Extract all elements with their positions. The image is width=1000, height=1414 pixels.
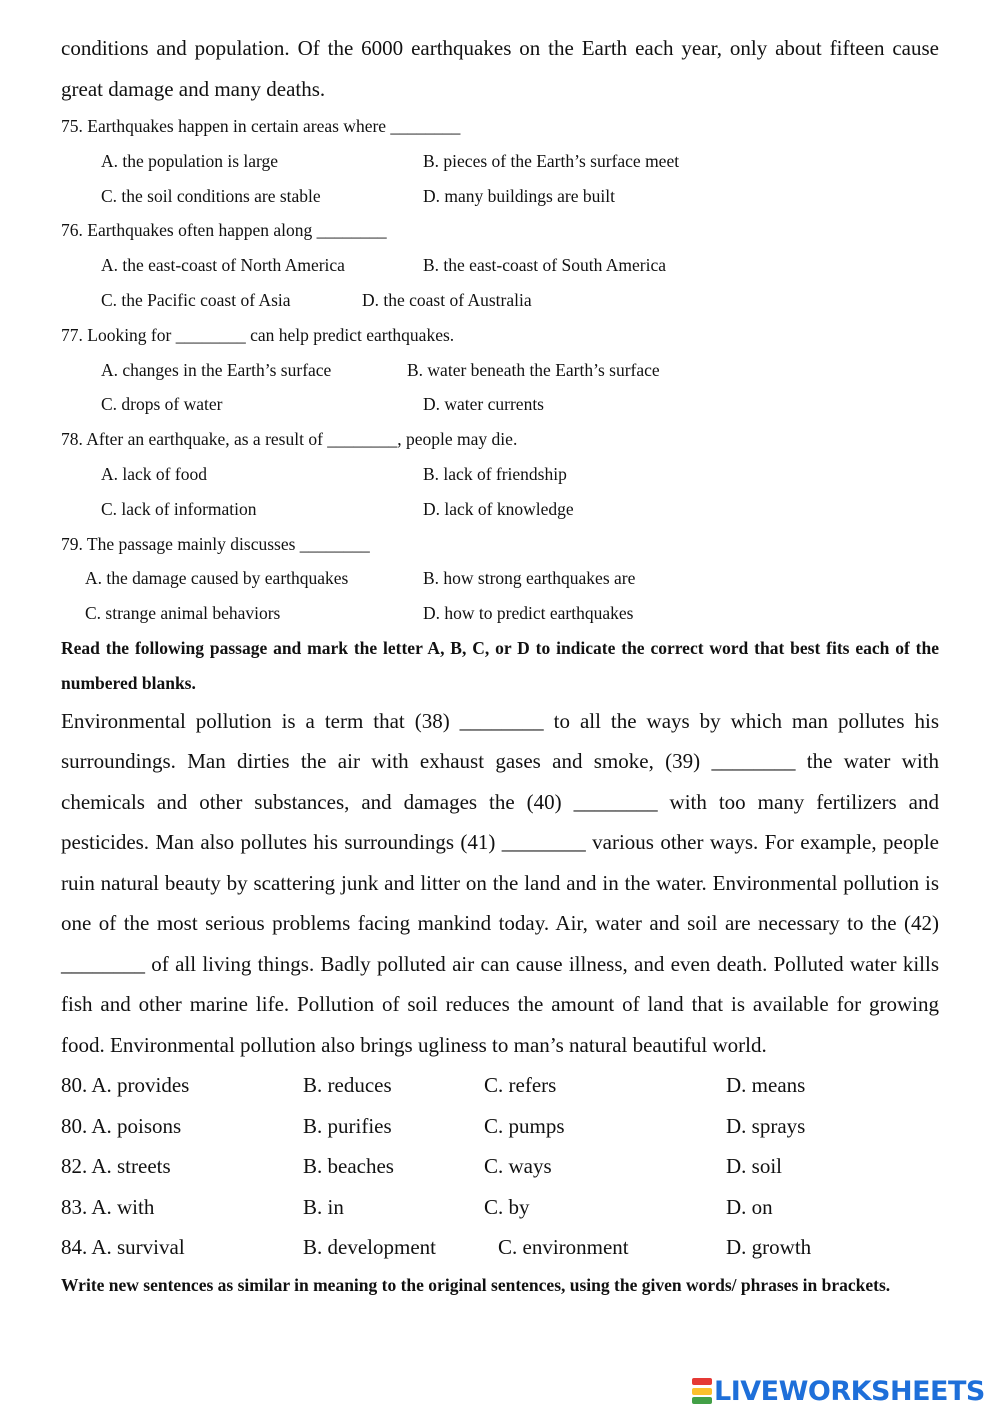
a80-option-d[interactable]: D. means	[726, 1073, 806, 1098]
question-78-options-row-1	[61, 457, 939, 492]
passage-1-ending: conditions and population. Of the 6000 earthquakes on the Earth each year, only about fifteen cause great damage and many deaths.	[61, 36, 939, 101]
logo-bar-green	[692, 1397, 712, 1404]
a82-option-c[interactable]: C. ways	[484, 1154, 552, 1179]
answer-row-81	[61, 1106, 939, 1147]
passage-2-pollution: Environmental pollution is a term that (38) ________ to all the ways by which man pollutes his surroundings. Man dirties the air with exhaust gases and smoke, (39) ________ the water with chemicals and other substances, and damages the (40) ________ with too many fertilizers and pesticides. Man also pollutes his surroundings (41) ________ various other ways. For example, people ruin natural beauty by scattering junk and litter on the land and in the water. Environmental pollution is one of the most serious problems facing mankind today. Air, water and soil are necessary to the (42) ________ of all living things. Badly polluted air can cause illness, and even death. Polluted water kills fish and other marine life. Pollution of soil reduces the amount of land that is available for growing food. Environmental pollution also brings ugliness to man’s natural beautiful world.	[61, 708, 939, 1057]
q75-option-c[interactable]: C. the soil conditions are stable	[101, 185, 321, 206]
a83-option-d[interactable]: D. on	[726, 1194, 773, 1219]
question-76-options-row-1	[61, 248, 939, 283]
question-76-stem: 76. Earthquakes often happen along ________	[61, 220, 387, 241]
q77-option-c[interactable]: C. drops of water	[101, 394, 223, 415]
q76-option-a[interactable]: A. the east-coast of North America	[101, 255, 345, 276]
question-75-options-row-1	[61, 144, 939, 179]
a81-option-d[interactable]: D. sprays	[726, 1113, 806, 1138]
a81-option-b[interactable]: B. purifies	[303, 1113, 392, 1138]
question-79-options-row-2	[61, 596, 939, 631]
a80-option-a[interactable]: 80. A. provides	[61, 1073, 190, 1098]
a83-option-a[interactable]: 83. A. with	[61, 1194, 155, 1219]
question-75-stem: 75. Earthquakes happen in certain areas where ________	[61, 116, 461, 136]
a84-option-b[interactable]: B. development	[303, 1235, 436, 1260]
a82-option-b[interactable]: B. beaches	[303, 1154, 394, 1179]
q75-option-b[interactable]: B. pieces of the Earth’s surface meet	[423, 150, 680, 171]
question-77-options-row-2	[61, 387, 939, 422]
a82-option-a[interactable]: 82. A. streets	[61, 1154, 171, 1179]
logo-bar-red	[692, 1378, 712, 1385]
a83-option-b[interactable]: B. in	[303, 1194, 344, 1219]
logo-bar-yellow	[692, 1388, 712, 1395]
q77-option-d[interactable]: D. water currents	[423, 394, 544, 415]
q79-option-b[interactable]: B. how strong earthquakes are	[423, 568, 636, 589]
a82-option-d[interactable]: D. soil	[726, 1154, 783, 1179]
q77-option-b[interactable]: B. water beneath the Earth’s surface	[407, 359, 660, 380]
q79-option-a[interactable]: A. the damage caused by earthquakes	[85, 568, 349, 589]
a84-option-a[interactable]: 84. A. survival	[61, 1235, 185, 1260]
q79-option-d[interactable]: D. how to predict earthquakes	[423, 603, 634, 624]
q77-option-a[interactable]: A. changes in the Earth’s surface	[101, 359, 332, 380]
a80-option-c[interactable]: C. refers	[484, 1073, 557, 1098]
q78-option-a[interactable]: A. lack of food	[101, 463, 207, 484]
worksheet-page	[61, 28, 939, 1302]
q79-option-c[interactable]: C. strange animal behaviors	[85, 603, 281, 624]
answer-row-80	[61, 1065, 939, 1106]
q76-option-b[interactable]: B. the east-coast of South America	[423, 255, 666, 276]
logo-text: LIVEWORKSHEETS	[714, 1375, 985, 1407]
question-79-stem: 79. The passage mainly discusses ________	[61, 533, 370, 554]
question-77-options-row-1	[61, 353, 939, 388]
q78-option-d[interactable]: D. lack of knowledge	[423, 498, 574, 519]
q78-option-c[interactable]: C. lack of information	[101, 498, 257, 519]
question-75-options-row-2	[61, 179, 939, 214]
answer-row-82	[61, 1146, 939, 1187]
a84-option-c[interactable]: C. environment	[498, 1235, 629, 1260]
logo-mark-icon	[692, 1378, 712, 1404]
a81-option-a[interactable]: 80. A. poisons	[61, 1113, 182, 1138]
q76-option-c[interactable]: C. the Pacific coast of Asia	[101, 289, 291, 310]
question-76-options-row-2	[61, 283, 939, 318]
liveworksheets-logo	[692, 1376, 985, 1406]
q78-option-b[interactable]: B. lack of friendship	[423, 463, 567, 484]
question-79-options-row-1	[61, 561, 939, 596]
q76-option-d[interactable]: D. the coast of Australia	[362, 289, 532, 310]
q75-option-a[interactable]: A. the population is large	[101, 150, 279, 171]
instruction-rewrite: Write new sentences as similar in meaning to the original sentences, using the given words/ phrases in brackets.	[61, 1274, 891, 1295]
a81-option-c[interactable]: C. pumps	[484, 1113, 565, 1138]
question-78-options-row-2	[61, 492, 939, 527]
q75-option-d[interactable]: D. many buildings are built	[423, 185, 615, 206]
a80-option-b[interactable]: B. reduces	[303, 1073, 392, 1098]
answer-row-83	[61, 1187, 939, 1228]
answer-row-84	[61, 1227, 939, 1268]
a84-option-d[interactable]: D. growth	[726, 1235, 812, 1260]
question-78-stem: 78. After an earthquake, as a result of ________, people may die.	[61, 429, 518, 450]
a83-option-c[interactable]: C. by	[484, 1194, 530, 1219]
instruction-cloze: Read the following passage and mark the letter A, B, C, or D to indicate the correct word that best fits each of the numbered blanks.	[61, 637, 939, 693]
question-77-stem: 77. Looking for ________ can help predict earthquakes.	[61, 324, 455, 345]
